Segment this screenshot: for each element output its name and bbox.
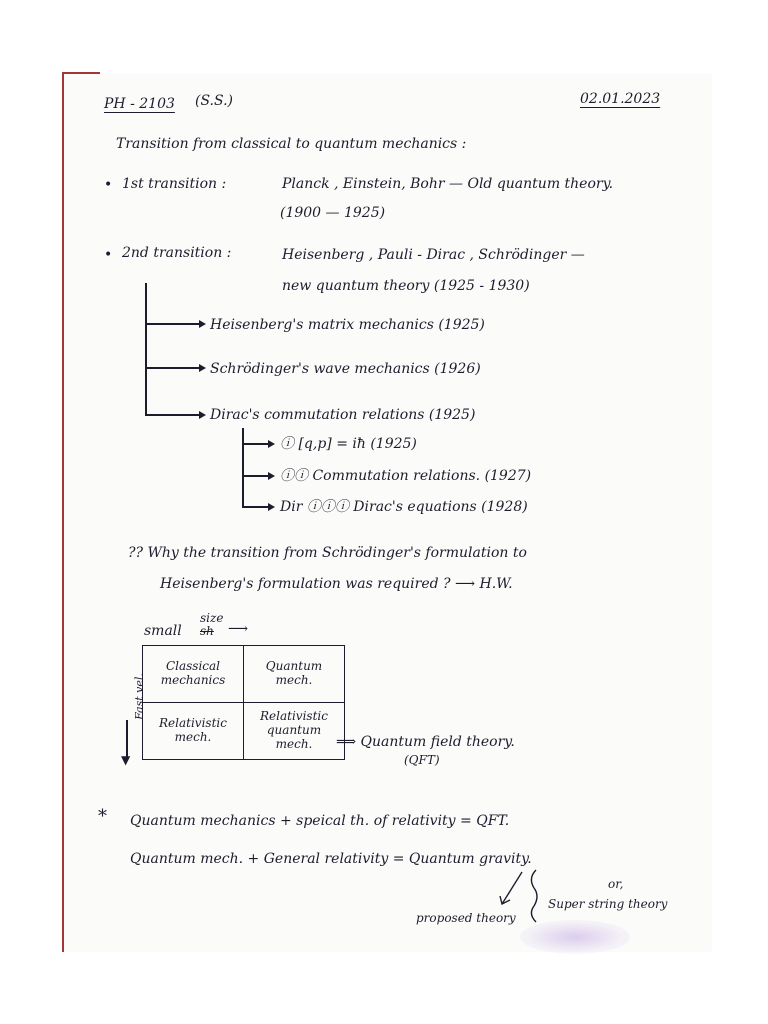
arrow-head [199,364,206,372]
sub-branch-dirac-equations: Dir ⓘⓘⓘ Dirac's equations (1928) [280,499,528,515]
transition2-text: Heisenberg , Pauli - Dirac , Schrödinger — [282,247,585,263]
sub-branch-line [242,443,270,445]
branch-line [145,414,201,416]
proposed-theory: proposed theory [416,911,516,925]
equation-qft: Quantum mechanics + speical th. of relativity = QFT. [130,813,510,829]
branch-line [145,323,201,325]
transition1-text: Planck , Einstein, Bohr — Old quantum theory. [282,176,614,192]
arrow-head [268,472,275,480]
star-bullet: * [98,806,107,827]
transition1-years: (1900 — 1925) [280,205,386,221]
sub-branch-commutation: ⓘⓘ Commutation relations. (1927) [280,468,532,484]
tree-trunk [145,283,147,415]
branch-line [145,367,201,369]
subtree-trunk [242,428,244,507]
string-theory: Super string theory [548,897,668,911]
question-line2: Heisenberg's formulation was required ? ⟶ H.W. [160,576,513,592]
branch-heisenberg: Heisenberg's matrix mechanics (1925) [210,317,485,333]
bullet: • [104,247,113,263]
small-label: small [144,623,182,639]
transition2-text2: new quantum theory (1925 - 1930) [282,278,530,294]
cell-classical: Classical mechanics [143,646,244,703]
question-line1: ?? Why the transition from Schrödinger's formulation to [128,545,527,561]
equation-gravity: Quantum mech. + General relativity = Quantum gravity. [130,851,532,867]
branch-schrodinger: Schrödinger's wave mechanics (1926) [210,361,481,377]
fast-velocity-label: Fast vel. [132,673,146,720]
size-label: size [200,611,224,625]
arrow-head [199,411,206,419]
course-code: PH - 2103 [104,96,175,112]
or-label: or, [608,877,624,891]
cell-relativistic-quantum: Relativistic quantum mech. [244,703,345,760]
arrow-head [199,320,206,328]
arrow-head [268,503,275,511]
cell-relativistic: Relativistic mech. [143,703,244,760]
size-arrow: ⟶ [228,621,249,637]
brace-arrow [490,866,550,926]
arrow-head [268,440,275,448]
transition2-label: 2nd transition : [122,245,232,261]
section-code: (S.S.) [195,93,234,109]
arrow-line [502,872,522,904]
sub-branch-line [242,475,270,477]
ink-smudge [520,920,630,954]
cell-quantum: Quantum mech. [244,646,345,703]
qft-text: ⟹ Quantum field theory. [336,734,515,750]
date: 02.01.2023 [580,91,661,107]
transition1-label: 1st transition : [122,176,227,192]
qft-abbr: (QFT) [404,753,440,767]
bullet: • [104,177,113,193]
mechanics-table [142,645,345,760]
sub-branch-commutator: ⓘ [q,p] = iħ (1925) [280,436,417,452]
struck-text: sh [200,624,214,638]
sub-branch-line [242,506,270,508]
page-title: Transition from classical to quantum mechanics : [116,136,467,152]
velocity-arrow-head: ▼ [121,753,131,767]
brace [531,870,537,922]
branch-dirac: Dirac's commutation relations (1925) [210,407,476,423]
